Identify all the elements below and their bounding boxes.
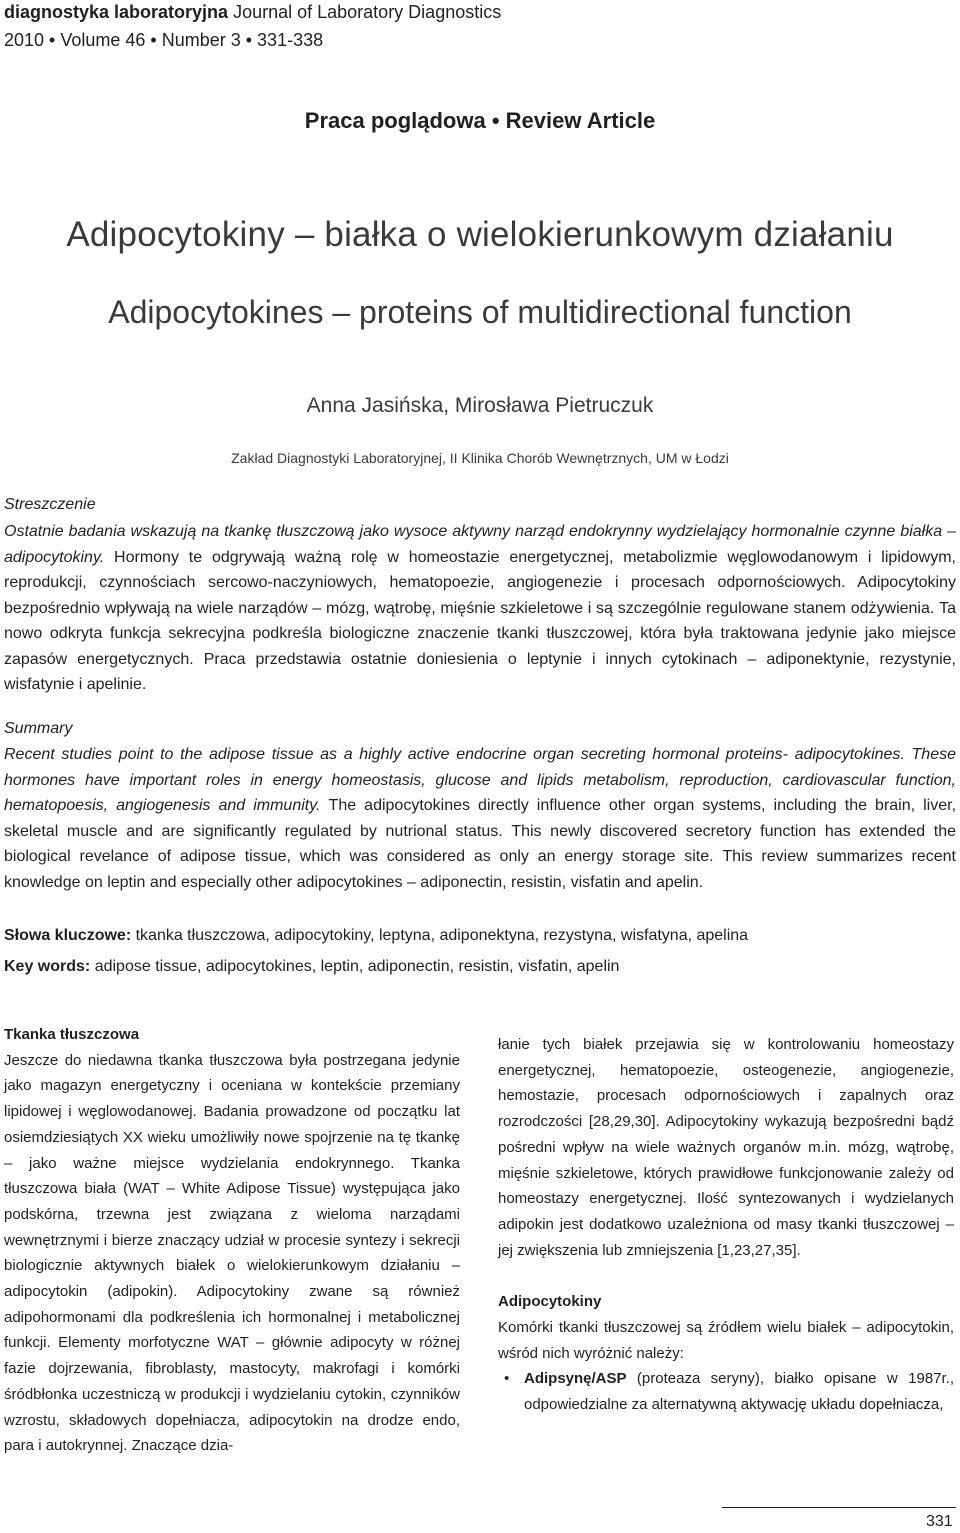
section-heading-adipocytokiny: Adipocytokiny bbox=[498, 1293, 602, 1311]
list-item bbox=[498, 1366, 954, 1417]
section-heading-tkanka: Tkanka tłuszczowa bbox=[4, 1026, 140, 1043]
section-text-tkanka: Jeszcze do niedawna tkanka tłuszczowa była postrzegana jedynie jako magazyn energetyczny i oceniana w kontekście przemiany lipidowej i węglowodanowej. Badania prowadzone od początku lat osiemdziesiątych XX wieku umożliwiły nowe spojrzenie na tę tkankę – jako ważne miejsce wydzielania endokrynnego. Tkanka tłuszczowa biała (WAT – White Adipose Tissue) występująca jako podskórna, trzewna jest związana z wieloma narządami wewnętrznymi i bierze znaczący udział w procesie syntezy i sekrecji biologicznie aktywnych białek o wielokierunkowym działaniu – adipocytokin (adipokin). Adipocytokiny zwane są również adipohormonami dla podkreślenia ich hormonalnej i metabolicznej funkcji. Elementy morfotyczne WAT – głównie adipocyty w różnej fazie dojrzewania, fibroblasty, mastocyty, makrofagi i komórki śródbłonka uczestniczą w produkcji i wydzielaniu cytokin, czynników wzrostu, składowych dopełniacza, adipocytokin na drodze endo, para i autokrynnej. Znaczące dzia- bbox=[4, 1051, 460, 1455]
article-type: Praca poglądowa • Review Article bbox=[304, 108, 656, 133]
summary-text bbox=[4, 742, 956, 895]
streszczenie-p3: Ta nowo odkryta funkcja sekrecyjna podkreśla biologiczne znaczenie tkanki tłuszczowej, która była traktowana jedynie jako miejsce zapasów energetycznych. bbox=[4, 599, 956, 668]
bullet-label: Adipsynę/ASP bbox=[524, 1370, 627, 1388]
section-text-adipocytokiny: Komórki tkanki tłuszczowej są źródłem wielu białek – adipocytokin, wśród nich wyróżnić należy: bbox=[498, 1319, 954, 1362]
streszczenie-p1: Ostatnie badania wskazują na tkankę tłuszczową jako wysoce aktywny narząd endokrynny wydzielający hormonalnie czynne białka – adipocytokiny. bbox=[4, 523, 956, 566]
keywords-pl-label: Słowa kluczowe: bbox=[4, 927, 132, 944]
summary-p3: This newly discovered secretory function has extended the biological revelance of adipose tissue, which was considered as only an energy storage site. bbox=[4, 822, 956, 865]
keywords-en-label: Key words: bbox=[4, 958, 91, 975]
journal-header bbox=[4, 0, 501, 24]
footer-divider bbox=[722, 1507, 956, 1508]
page-number: 331 bbox=[926, 1513, 953, 1530]
journal-name-en: Journal of Laboratory Diagnostics bbox=[233, 2, 502, 22]
title-polish: Adipocytokiny – białka o wielokierunkowym działaniu bbox=[66, 215, 894, 254]
issue-info: 2010 • Volume 46 • Number 3 • 331-338 bbox=[4, 30, 324, 50]
keywords-english bbox=[4, 958, 956, 976]
summary-p2: The adipocytokines directly influence other organ systems, including the brain, liver, skeletal muscle and are significantly regulated by nutrional status. bbox=[4, 797, 957, 840]
bullet-icon: • bbox=[504, 1370, 510, 1388]
continuation-text: łanie tych białek przejawia się w kontrolowaniu homeostazy energetycznej, hematopoezie, osteogenezie, angiogenezie, hemostazie, procesach odpornościowych i zapalnych oraz rozrodczości [28,29,30]. Adipocytokiny wykazują bezpośredni bądź pośredni wpływ na wiele ważnych organów m.in. mózg, wątrobę, mięśnie szkieletowe, których prawidłowe funkcjonowanie zależy od homeostazy energetycznej. Ilość syntezowanych i wydzielanych adipokin jest dodatkowo uzależniona od masy tkanki tłuszczowej – jej zwiększenia lub zmniejszenia [1,23,27,35]. bbox=[498, 1036, 954, 1259]
title-english: Adipocytokines – proteins of multidirectional function bbox=[108, 294, 852, 330]
summary-p1: Recent studies point to the adipose tissue as a highly active endocrine organ secreting hormonal proteins- adipocytokines. These hormones have important roles in energy homeostasis, glucose and lipids metabolism, reproduction, cardiovascular function, hematopoesis, angiogenesis and immunity. bbox=[4, 746, 956, 814]
summary-heading: Summary bbox=[4, 720, 73, 737]
affiliation: Zakład Diagnostyki Laboratoryjnej, II Klinika Chorób Wewnętrznych, UM w Łodzi bbox=[231, 450, 729, 466]
bullet-text: (proteaza seryny), białko opisane w 1987r., odpowiedzialne za alternatywną aktywację układu dopełniacza, bbox=[524, 1370, 954, 1414]
summary-p4: This review summarizes recent knowledge on leptin and especially other adipocytokines – adiponectin, resistin, visfatin and apelin. bbox=[4, 848, 956, 891]
keywords-pl-text: tkanka tłuszczowa, adipocytokiny, leptyna, adiponektyna, rezystyna, wisfatyna, apelina bbox=[135, 927, 749, 944]
keywords-polish bbox=[4, 927, 956, 945]
authors: Anna Jasińska, Mirosława Pietruczuk bbox=[306, 394, 654, 417]
body-column-right bbox=[498, 1032, 954, 1418]
keywords-en-text: adipose tissue, adipocytokines, leptin, adiponectin, resistin, visfatin, apelin bbox=[94, 958, 620, 975]
body-column-left bbox=[4, 1022, 460, 1459]
streszczenie-p2: Hormony te odgrywają ważną rolę w homeostazie energetycznej, metabolizmie węglowodanowym i lipidowym, reprodukcji, czynnościach sercowo-naczyniowych, hematopoezie, angiogenezie i procesach odpornościowych. Adipocytokiny bezpośrednio wpływają na wiele narządów – mózg, wątrobę, mięśnie szkieletowe i są szczególnie regulowane stanem odżywienia. bbox=[4, 548, 956, 617]
streszczenie-heading: Streszczenie bbox=[4, 496, 96, 513]
streszczenie-text bbox=[4, 519, 956, 698]
streszczenie-p4: Praca przedstawia ostatnie doniesienia o leptynie i innych cytokinach – adiponektynie, rezystynie, wisfatynie i apelinie. bbox=[4, 650, 956, 693]
journal-name-pl: diagnostyka laboratoryjna bbox=[4, 2, 229, 22]
